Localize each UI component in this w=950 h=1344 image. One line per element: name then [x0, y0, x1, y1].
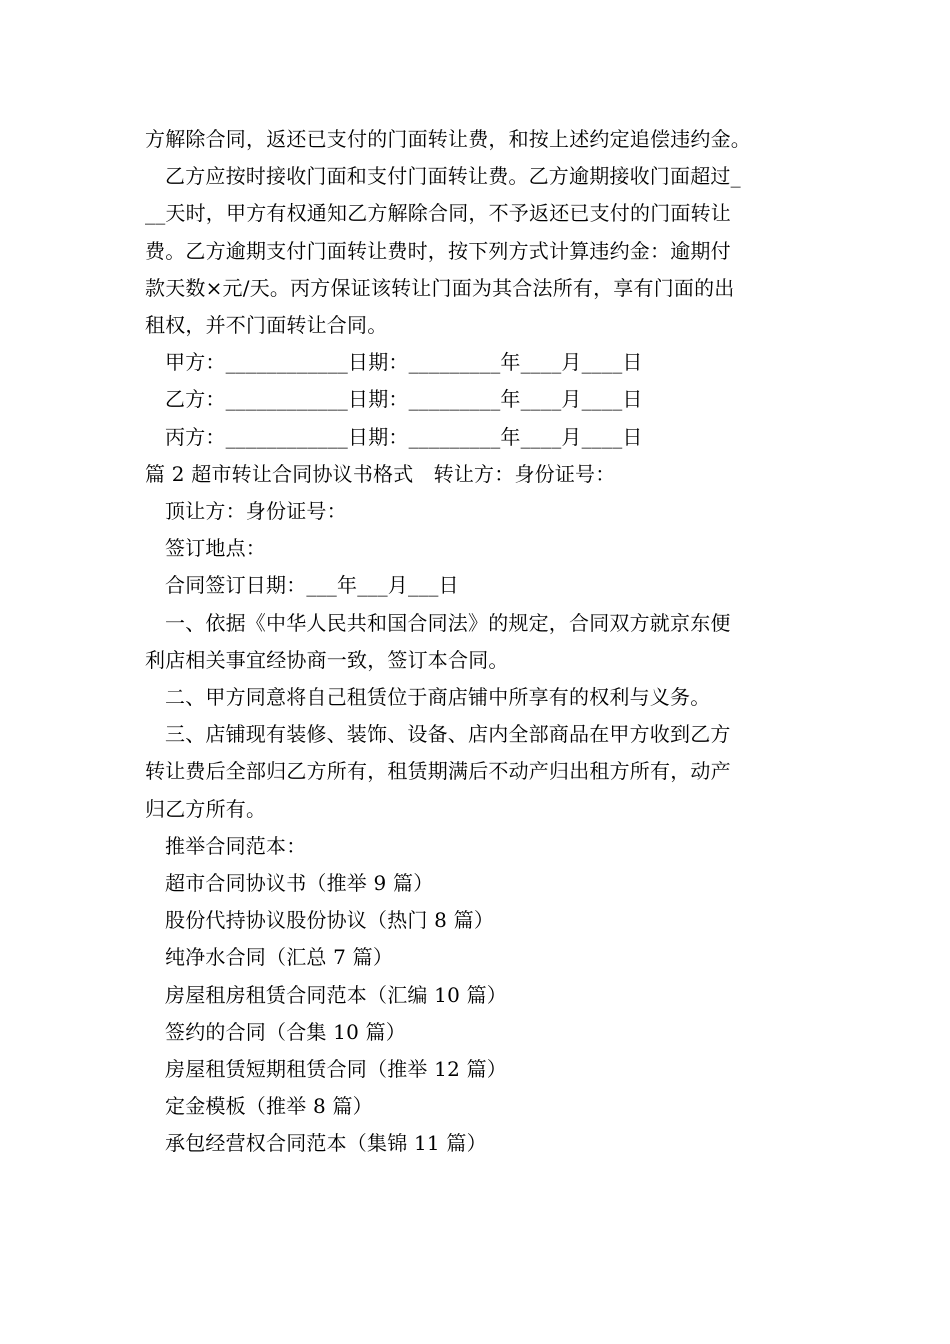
text-line: 归乙方所有。 [145, 796, 267, 821]
text-line: 乙方应按时接收门面和支付门面转让费。乙方逾期接收门面超过_ [165, 164, 741, 189]
text-line: 顶让方：身份证号： [165, 499, 347, 524]
text-line: 一、依据《中华人民共和国合同法》的规定，合同双方就京东便 [165, 610, 731, 635]
text-line: 签约的合同（合集 10 篇） [165, 1019, 406, 1044]
text-line: 三、店铺现有装修、装饰、设备、店内全部商品在甲方收到乙方 [165, 722, 731, 747]
text-line: 丙方：____________日期：_________年____月____日 [165, 424, 643, 449]
text-line: 房屋租赁短期租赁合同（推举 12 篇） [165, 1057, 507, 1082]
text-line: 超市合同协议书（推举 9 篇） [165, 871, 434, 896]
text-line: 承包经营权合同范本（集锦 11 篇） [165, 1131, 487, 1156]
text-line: 股份代持协议股份协议（热门 8 篇） [165, 908, 495, 933]
text-line: 利店相关事宜经协商一致，签订本合同。 [145, 647, 509, 672]
text-line: 纯净水合同（汇总 7 篇） [165, 945, 394, 970]
text-line: __天时，甲方有权通知乙方解除合同，不予返还已支付的门面转让 [145, 201, 731, 226]
text-line: 租权，并不门面转让合同。 [145, 313, 388, 338]
text-line: 乙方：____________日期：_________年____月____日 [165, 387, 643, 412]
text-line: 甲方：____________日期：_________年____月____日 [165, 350, 643, 375]
text-line: 方解除合同，返还已支付的门面转让费，和按上述约定追偿违约金。 [145, 127, 751, 151]
text-line: 合同签订日期：___年___月___日 [165, 573, 459, 598]
text-line: 定金模板（推举 8 篇） [165, 1094, 373, 1119]
text-line: 费。乙方逾期支付门面转让费时，按下列方式计算违约金：逾期付 [145, 238, 731, 263]
text-line: 二、甲方同意将自己租赁位于商店铺中所享有的权利与义务。 [165, 685, 711, 710]
text-line: 推举合同范本： [165, 833, 307, 858]
text-line: 转让费后全部归乙方所有，租赁期满后不动产归出租方所有，动产 [145, 759, 731, 784]
text-line: 款天数×元/天。丙方保证该转让门面为其合法所有，享有门面的出 [145, 275, 735, 300]
text-line: 篇 2 超市转让合同协议书格式 转让方：身份证号： [145, 461, 616, 486]
text-line: 签订地点： [165, 536, 266, 561]
text-line: 房屋租房租赁合同范本（汇编 10 篇） [165, 982, 507, 1007]
document-body [145, 121, 810, 1163]
